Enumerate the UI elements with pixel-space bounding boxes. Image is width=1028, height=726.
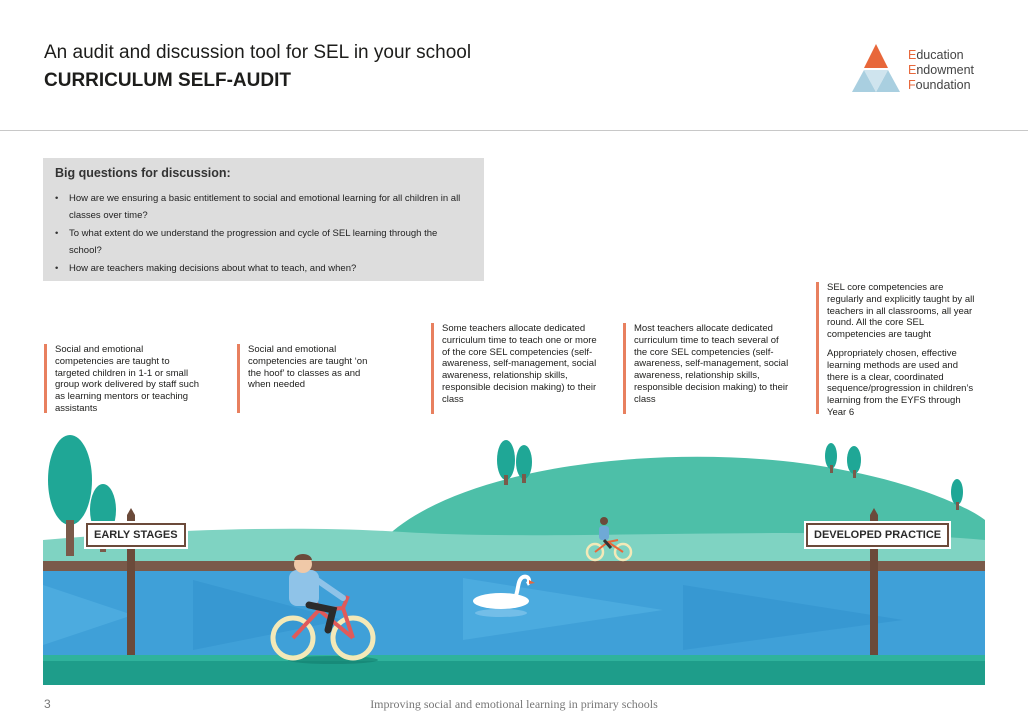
page-number: 3 [44,697,51,711]
page-title: An audit and discussion tool for SEL in your school [44,42,472,63]
logo-wordmark: Education Endowment Foundation [908,48,975,92]
stage-3-description: Some teachers allocate dedicated curriculum time to teach one or more of the core SEL competencies (self-awareness, self-management, social awareness, relationship skills, responsible decision making) to their class [431,323,601,414]
sign-developed-practice: DEVELOPED PRACTICE [806,523,949,547]
sign-early-stages: EARLY STAGES [86,523,186,547]
eef-logo [850,40,1000,96]
footer-title: Improving social and emotional learning in primary schools [370,697,658,711]
stage-5-description: SEL core competencies are regularly and explicitly taught by all teachers in all classrooms, all year round. All the core SEL competencies are taught Appropriately chosen, effective learning methods are used and there is a clear, coordinated sequence/progression in children’s learning from the EYFS through Year 6 [816,282,980,414]
questions-list [55,190,472,277]
header-divider [0,130,1028,131]
question-item: • How are we ensuring a basic entitlement to social and emotional learning for all children in all classes over time? [55,190,472,224]
question-item: • To what extent do we understand the progression and cycle of SEL learning through the school? [55,225,472,259]
stage-2-description: Social and emotional competencies are taught ‘on the hoof’ to classes as and when needed [237,344,382,413]
landscape-svg [43,420,985,685]
eef-triangle-logo-icon [850,42,902,94]
journey-illustration [43,420,985,685]
stage-4-description: Most teachers allocate dedicated curriculum time to teach several of the core SEL competencies (self-awareness, self-management, social awareness, relationship skills, responsible decision making) to their class [623,323,793,414]
page-subtitle: CURRICULUM SELF-AUDIT [44,70,291,91]
question-item: • How are teachers making decisions about what to teach, and when? [55,260,472,277]
stage-1-description: Social and emotional competencies are taught to targeted children in 1-1 or small group work delivered by staff such as learning mentors or teaching assistants [44,344,202,413]
discussion-questions-box [43,158,484,281]
questions-title: Big questions for discussion: [55,166,231,180]
